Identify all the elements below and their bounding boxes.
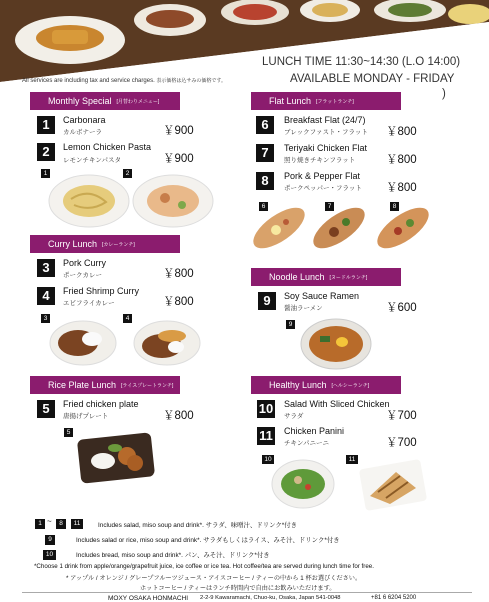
item-name-jp: サラダ bbox=[284, 413, 304, 420]
footer-line-2: Includes salad or rice, miso soup and drink*. サラダもしくはライス、みそ汁、ドリンク*付き bbox=[76, 537, 340, 544]
item-name-jp: 照り焼きチキンフラット bbox=[284, 157, 356, 164]
item-price: ￥900 bbox=[163, 153, 194, 165]
lunch-time-heading: LUNCH TIME 11:30~14:30 (L.O 14:00) bbox=[262, 56, 461, 68]
photo-tag: 9 bbox=[286, 320, 295, 329]
item-number: 6 bbox=[256, 116, 274, 134]
item-number: 7 bbox=[256, 144, 274, 162]
item-price: ￥600 bbox=[386, 302, 417, 314]
photo-tag: 10 bbox=[262, 455, 274, 464]
item-price: ￥700 bbox=[386, 437, 417, 449]
availability-paren: ) bbox=[442, 88, 446, 100]
drink-note-jp-2: ホットコーヒー / ティーはランチ時間内で自由にお飲みいただけます。 bbox=[140, 585, 336, 592]
section-title: Healthy Lunch bbox=[269, 380, 327, 390]
section-title: Rice Plate Lunch bbox=[48, 380, 117, 390]
photo-tag: 4 bbox=[123, 314, 132, 323]
item-name-jp: ポークカレー bbox=[63, 272, 102, 279]
section-curry-lunch bbox=[30, 235, 180, 253]
footer-rule bbox=[22, 592, 472, 593]
item-price: ￥800 bbox=[163, 410, 194, 422]
salad-photo bbox=[270, 456, 336, 512]
item-name: Pork & Pepper Flat bbox=[284, 171, 361, 181]
item-number: 9 bbox=[258, 292, 276, 310]
section-rice-plate-lunch bbox=[30, 376, 180, 394]
item-price: ￥800 bbox=[386, 182, 417, 194]
section-jp: [カレーランチ] bbox=[102, 241, 135, 248]
footer-badge: 9 bbox=[45, 535, 55, 545]
fried-shrimp-curry-photo bbox=[132, 318, 202, 368]
item-price: ￥800 bbox=[386, 126, 417, 138]
footer-badge: 11 bbox=[71, 519, 83, 529]
section-jp: [ヘルシーランチ] bbox=[331, 382, 370, 389]
section-jp: [ライスプレートランチ] bbox=[121, 382, 174, 389]
tax-note-jp: 表示価格は込サみの価格です。 bbox=[156, 78, 227, 84]
section-title: Curry Lunch bbox=[48, 239, 98, 249]
item-name: Carbonara bbox=[63, 115, 106, 125]
photo-tag: 3 bbox=[41, 314, 50, 323]
section-title: Monthly Special bbox=[48, 96, 112, 106]
pork-curry-photo bbox=[48, 318, 118, 368]
section-noodle-lunch bbox=[251, 268, 401, 286]
item-number: 8 bbox=[256, 172, 274, 190]
footer-badge: 8 bbox=[56, 519, 66, 529]
soy-sauce-ramen-photo bbox=[298, 314, 374, 372]
hotel-phone: +81 6 6204 5200 bbox=[371, 595, 417, 601]
section-flat-lunch bbox=[251, 92, 401, 110]
item-name-jp: 醤油ラーメン bbox=[284, 305, 323, 312]
carbonara-photo bbox=[46, 172, 132, 230]
fried-chicken-plate-photo bbox=[75, 428, 157, 486]
teriyaki-chicken-flat-photo bbox=[306, 200, 372, 256]
drink-note-jp-1: * アップル / オレンジ / グレープフルーツジュース・アイスコーヒー / ティーの中から 1 杯お選びください。 bbox=[66, 575, 362, 582]
item-number: 5 bbox=[37, 400, 55, 418]
lemon-chicken-pasta-photo bbox=[130, 172, 216, 230]
item-name-jp: カルボナーラ bbox=[63, 129, 102, 136]
footer-badge: 10 bbox=[43, 550, 56, 560]
item-name-jp: チキンパニーニ bbox=[284, 440, 329, 447]
photo-tag: 8 bbox=[390, 202, 399, 211]
section-jp: [ヌードルランチ] bbox=[329, 274, 368, 281]
section-title: Flat Lunch bbox=[269, 96, 312, 106]
item-name: Teriyaki Chicken Flat bbox=[284, 143, 368, 153]
photo-tag: 1 bbox=[41, 169, 50, 178]
item-name-jp: ブレックファスト・フラット bbox=[284, 129, 368, 136]
section-monthly-special bbox=[30, 92, 180, 110]
photo-tag: 7 bbox=[325, 202, 334, 211]
photo-tag: 11 bbox=[346, 455, 358, 464]
item-number: 11 bbox=[257, 427, 275, 445]
photo-tag: 2 bbox=[123, 169, 132, 178]
section-healthy-lunch bbox=[251, 376, 401, 394]
hero-food-banner bbox=[0, 0, 489, 82]
section-jp: [月替わりメニュー] bbox=[116, 98, 160, 105]
footer-line-1: Includes salad, miso soup and drink*. サラダ、味噌汁、ドリンク*付き bbox=[98, 522, 298, 529]
item-name: Fried chicken plate bbox=[63, 399, 139, 409]
tax-note bbox=[22, 77, 226, 84]
item-price: ￥700 bbox=[386, 410, 417, 422]
item-price: ￥900 bbox=[163, 125, 194, 137]
item-name-jp: レモンチキンパスタ bbox=[63, 157, 121, 164]
item-number: 4 bbox=[37, 287, 55, 305]
item-name: Pork Curry bbox=[63, 258, 107, 268]
photo-tag: 5 bbox=[64, 428, 73, 437]
photo-tag: 6 bbox=[259, 202, 268, 211]
footer-line-3: Includes bread, miso soup and drink*. パン、みそ汁、ドリンク*付き bbox=[76, 552, 270, 559]
footer-badge-dash: ~ bbox=[47, 517, 52, 526]
item-price: ￥800 bbox=[163, 268, 194, 280]
item-name-jp: エビフライカレー bbox=[63, 300, 115, 307]
pork-pepper-flat-photo bbox=[370, 200, 436, 256]
item-name: Chicken Panini bbox=[284, 426, 345, 436]
item-number: 3 bbox=[37, 259, 55, 277]
footer-badge: 1 bbox=[35, 519, 45, 529]
item-name: Soy Sauce Ramen bbox=[284, 291, 360, 301]
tax-note-en: All services are including tax and service charges. bbox=[22, 78, 155, 84]
item-number: 2 bbox=[37, 143, 55, 161]
item-name: Breakfast Flat (24/7) bbox=[284, 115, 366, 125]
drink-note-en: *Choose 1 drink from apple/orange/grapefruit juice, ice coffee or ice tea. Hot coffee/tea are served during lunch time for free. bbox=[34, 563, 374, 570]
section-title: Noodle Lunch bbox=[269, 272, 325, 282]
item-name: Fried Shrimp Curry bbox=[63, 286, 140, 296]
item-price: ￥800 bbox=[163, 296, 194, 308]
hotel-address: 2-2-9 Kawaramachi, Chuo-ku, Osaka, Japan 541-0048 bbox=[200, 595, 341, 601]
item-name-jp: 唐揚げプレート bbox=[63, 413, 109, 420]
item-name-jp: ポークペッパー・フラット bbox=[284, 185, 362, 192]
chicken-panini-photo bbox=[356, 458, 430, 512]
item-price: ￥800 bbox=[386, 154, 417, 166]
section-jp: [フラットランチ] bbox=[316, 98, 354, 105]
availability-heading: AVAILABLE MONDAY - FRIDAY bbox=[290, 73, 455, 85]
item-number: 10 bbox=[258, 401, 274, 416]
hotel-name: MOXY OSAKA HONMACHI bbox=[108, 595, 189, 602]
item-name: Lemon Chicken Pasta bbox=[63, 142, 152, 152]
breakfast-flat-photo bbox=[246, 200, 312, 256]
item-number: 1 bbox=[37, 116, 55, 134]
item-name: Salad With Sliced Chicken bbox=[284, 399, 390, 409]
